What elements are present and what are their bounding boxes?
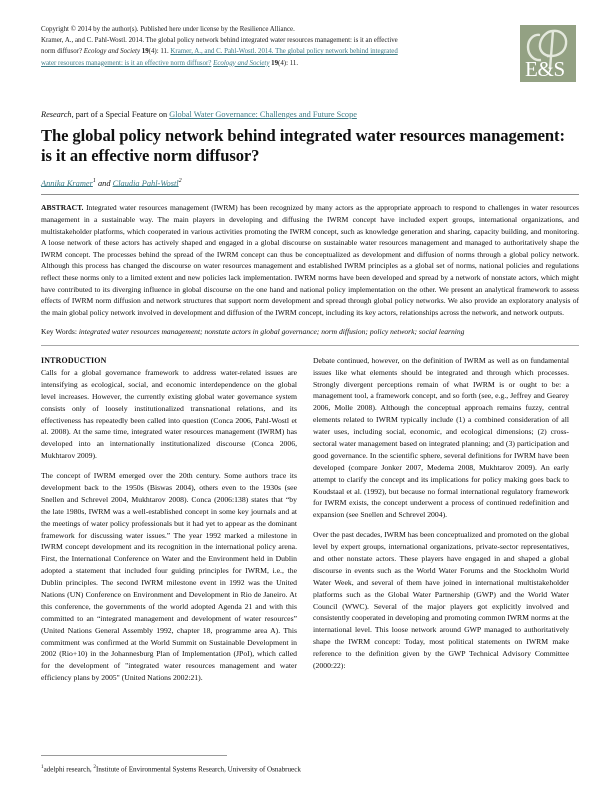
citation-line-1: Kramer, A., and C. Pahl-Wostl. 2014. The global policy network behind integrated water resources management: is it an effective <box>41 37 398 45</box>
special-feature-link[interactable]: Global Water Governance: Challenges and Future Scope <box>169 110 357 119</box>
affiliations-footnote <box>41 764 571 775</box>
author-list <box>41 178 579 188</box>
divider-above-abstract <box>41 194 579 195</box>
author-conjunction: and <box>95 178 113 188</box>
divider-below-keywords <box>41 345 579 346</box>
left-column <box>41 355 297 684</box>
section-heading-introduction: INTRODUCTION <box>41 355 107 365</box>
keywords-items: integrated water resources management; nonstate actors in global governance; norm diffusion; policy network; social learning <box>78 327 465 337</box>
body-columns <box>41 355 579 684</box>
title-line-2: is it an effective norm diffusor? <box>41 146 260 166</box>
special-feature-prefix: , part of a Special Feature on <box>71 110 170 119</box>
copyright-line: Copyright © 2014 by the author(s). Published here under license by the Resilience Alliance. <box>41 26 295 33</box>
affiliation-2: Institute of Environmental Systems Research, University of Osnabrueck <box>96 765 301 774</box>
right-column-paragraph-1: Debate continued, however, on the definition of IWRM as well as on fundamental issues like what elements should be integrated and through which processes. Strongly divergent perceptions remain of what IWRM is or ought to be: a management tool, a framework concept, and so forth (see, e.g., Jeffrey and Gearey 2006, Molle 2008). Although the conceptual approach remains fuzzy, central elements related to IWRM typically include (1) a combined consideration of all water uses, including social, economic, and ecological dimensions; (2) cross-sectoral water management based on integrated planning; and (3) participation and good governance. In the scientific sphere, several definitions for IWRM have been developed (compare Jonker 2007, Medema 2008, Mukhtarov 2009). An early attempt to clarify the concept and its implications for policy making goes back to Koudstaal et al. (1992), but because no formal international regulatory framework for IWRM exists, the concept underwent a process of continued redefinition and expansion (see Snellen and Schrevel 2004). <box>313 355 569 520</box>
masthead <box>41 24 579 82</box>
citation-line-3 <box>41 58 479 69</box>
author-link-2[interactable]: Claudia Pahl-Wostl <box>112 178 179 188</box>
research-label: Research <box>41 110 72 119</box>
citation-hyperlink-journal[interactable]: Ecology and Society <box>213 59 270 67</box>
special-feature-line <box>41 110 579 120</box>
left-column-paragraph-2: The concept of IWRM emerged over the 20th century. Some authors trace its development back to the 1950s (Biswas 2004), others even to the 1930s (see Snellen and Schrevel 2004, Mukhtarov 2008). Conca (2006:138) states that “by the late 1980s, IWRM was a well-established concept in some key journals and at the meetings of water policy professionals but it had yet to appear as the dominant framework for discussing water issues.” The year 1992 marked a milestone in IWRM concept development and its recognition in the international policy arena. First, the International Conference on Water and the Environment held in Dublin adopted a statement that included four guiding principles for IWRM, i.e., the Dublin principles. The second IWRM milestone event in 1992 was the United Nations (UN) Conference on Environment and Development in Rio de Janeiro. At this conference, the governments of the world adopted Agenda 21 and with this committed to an “integrated management and development of water resources” (United Nations General Assembly 1992, chapter 18, programme area A). This commitment was confirmed at the World Summit on Sustainable Development in 2002 (Rio+10) in the Johannesburg Plan of Implementation (JPoI), which called for the development of "integrated water resources management and water efficiency plans by 2005" (United Nations 2002:21). <box>41 471 297 683</box>
citation-issue: (4): 11. <box>148 48 169 56</box>
abstract-label: ABSTRACT. <box>41 203 84 213</box>
page-title <box>41 126 579 166</box>
citation-journal: Ecology and Society <box>83 48 141 56</box>
keywords-label: Key Words: <box>41 327 79 337</box>
footnote-marker-2: 2 <box>93 763 97 770</box>
citation-line-2: norm diffusor? Ecology and Society 19(4): 11. Kramer, A., and C. Pahl-Wostl. 2014. The global policy network behind integrated <box>41 48 398 56</box>
author-link-1[interactable]: Annika Kramer <box>41 178 93 188</box>
right-column <box>313 355 569 684</box>
citation-link-volume: 19 <box>271 59 279 67</box>
right-column-paragraph-2: Over the past decades, IWRM has been conceptualized and promoted on the global level by expert groups, international organizations, private-sector representatives, and other nonstate actors. These players have engaged in and shaped a global discourse in events such as the World Water Forums and the Stockholm World Water Week, and several of them have joined in international multistakeholder platforms such as the Global Water Partnership (GWP) and the World Water Council (WWC). Several of the major players got explicitly involved and consistently cooperated in developing and promoting common IWRM norms at the international level. This loose network around GWP managed to authoritatively shape the IWRM concept: Today, most political statements on IWRM make reference to the definition given by the GWP Technical Advisory Committee (2000:22): <box>313 530 569 670</box>
footnote-marker-1: 1 <box>41 763 44 770</box>
citation-hyperlink-part2[interactable]: water resources management: is it an effective norm diffusor? <box>41 59 212 67</box>
citation-hyperlink-part1[interactable]: Kramer, A., and C. Pahl-Wostl. 2014. The global policy network behind integrated <box>170 48 398 56</box>
footnote-area <box>41 755 571 775</box>
author-affiliation-marker-2: 2 <box>178 177 182 184</box>
abstract-text: Integrated water resources management (IWRM) has been recognized by many actors as the appropriate approach to respond to challenges in water resources management in a sustainable way. The main players in developing and diffusing the IWRM concept have included expert groups, international organizations, and multistakeholder platforms, which cooperated in various activities promoting the IWRM concept, such as knowledge generation and sharing, capacity building, and monitoring. A loose network of these actors has actively shaped and engaged in a global discourse on sustainable water resources management and managed to authoritatively shape the IWRM concept. The processes behind the spread of the IWRM concept can thus be conceptualized as development and diffusion of norms through a global policy network. Although this process has changed the discourse on water resources management and established IWRM principles as a global set of norms, national policies and regulations reflect these norms only to a limited extent and new policies lack implementation. IWRM norms have been developed and spread by a network of nonstate actors, which might have contributed to its diverging influence in global discourse on the one hand and national policy implementation on the other. We present an analytical framework to assess effects of IWRM norm diffusion and network structures that support norm development and spread through global policy networks. We also provide an exploratory analysis of the main global policy network involved in development and diffusion of the IWRM concept, including its key actors, relationships across the network, and network outputs. <box>41 203 579 317</box>
citation-volume: 19 <box>141 48 149 56</box>
title-line-1: The global policy network behind integrated water resources management: <box>41 125 565 145</box>
logo-text: E&S <box>525 57 565 81</box>
left-column-paragraph-1: Calls for a global governance framework to address water-related issues are intensifying as ecological, social, and economic interdependence on the global level increases. However, the currently existing global water governance system consists only of loosely institutionalized transnational relations, and its effectiveness has repeatedly been called into question (Conca 2006, Pahl-Wostl et al. 2008). At the same time, integrated water resources management (IWRM) has developed into an internationally institutionalized discourse (Conca 2006, Mukhtarov 2009). <box>41 367 297 461</box>
author-affiliation-marker-1: 1 <box>92 177 96 184</box>
abstract-section <box>41 202 579 318</box>
ecology-and-society-logo <box>520 25 576 82</box>
keywords-section <box>41 326 579 337</box>
footnote-divider <box>41 755 227 756</box>
citation-link-issue: (4): 11. <box>278 59 299 67</box>
copyright-citation-block <box>41 24 479 69</box>
affiliation-1: adelphi research, <box>43 765 94 774</box>
